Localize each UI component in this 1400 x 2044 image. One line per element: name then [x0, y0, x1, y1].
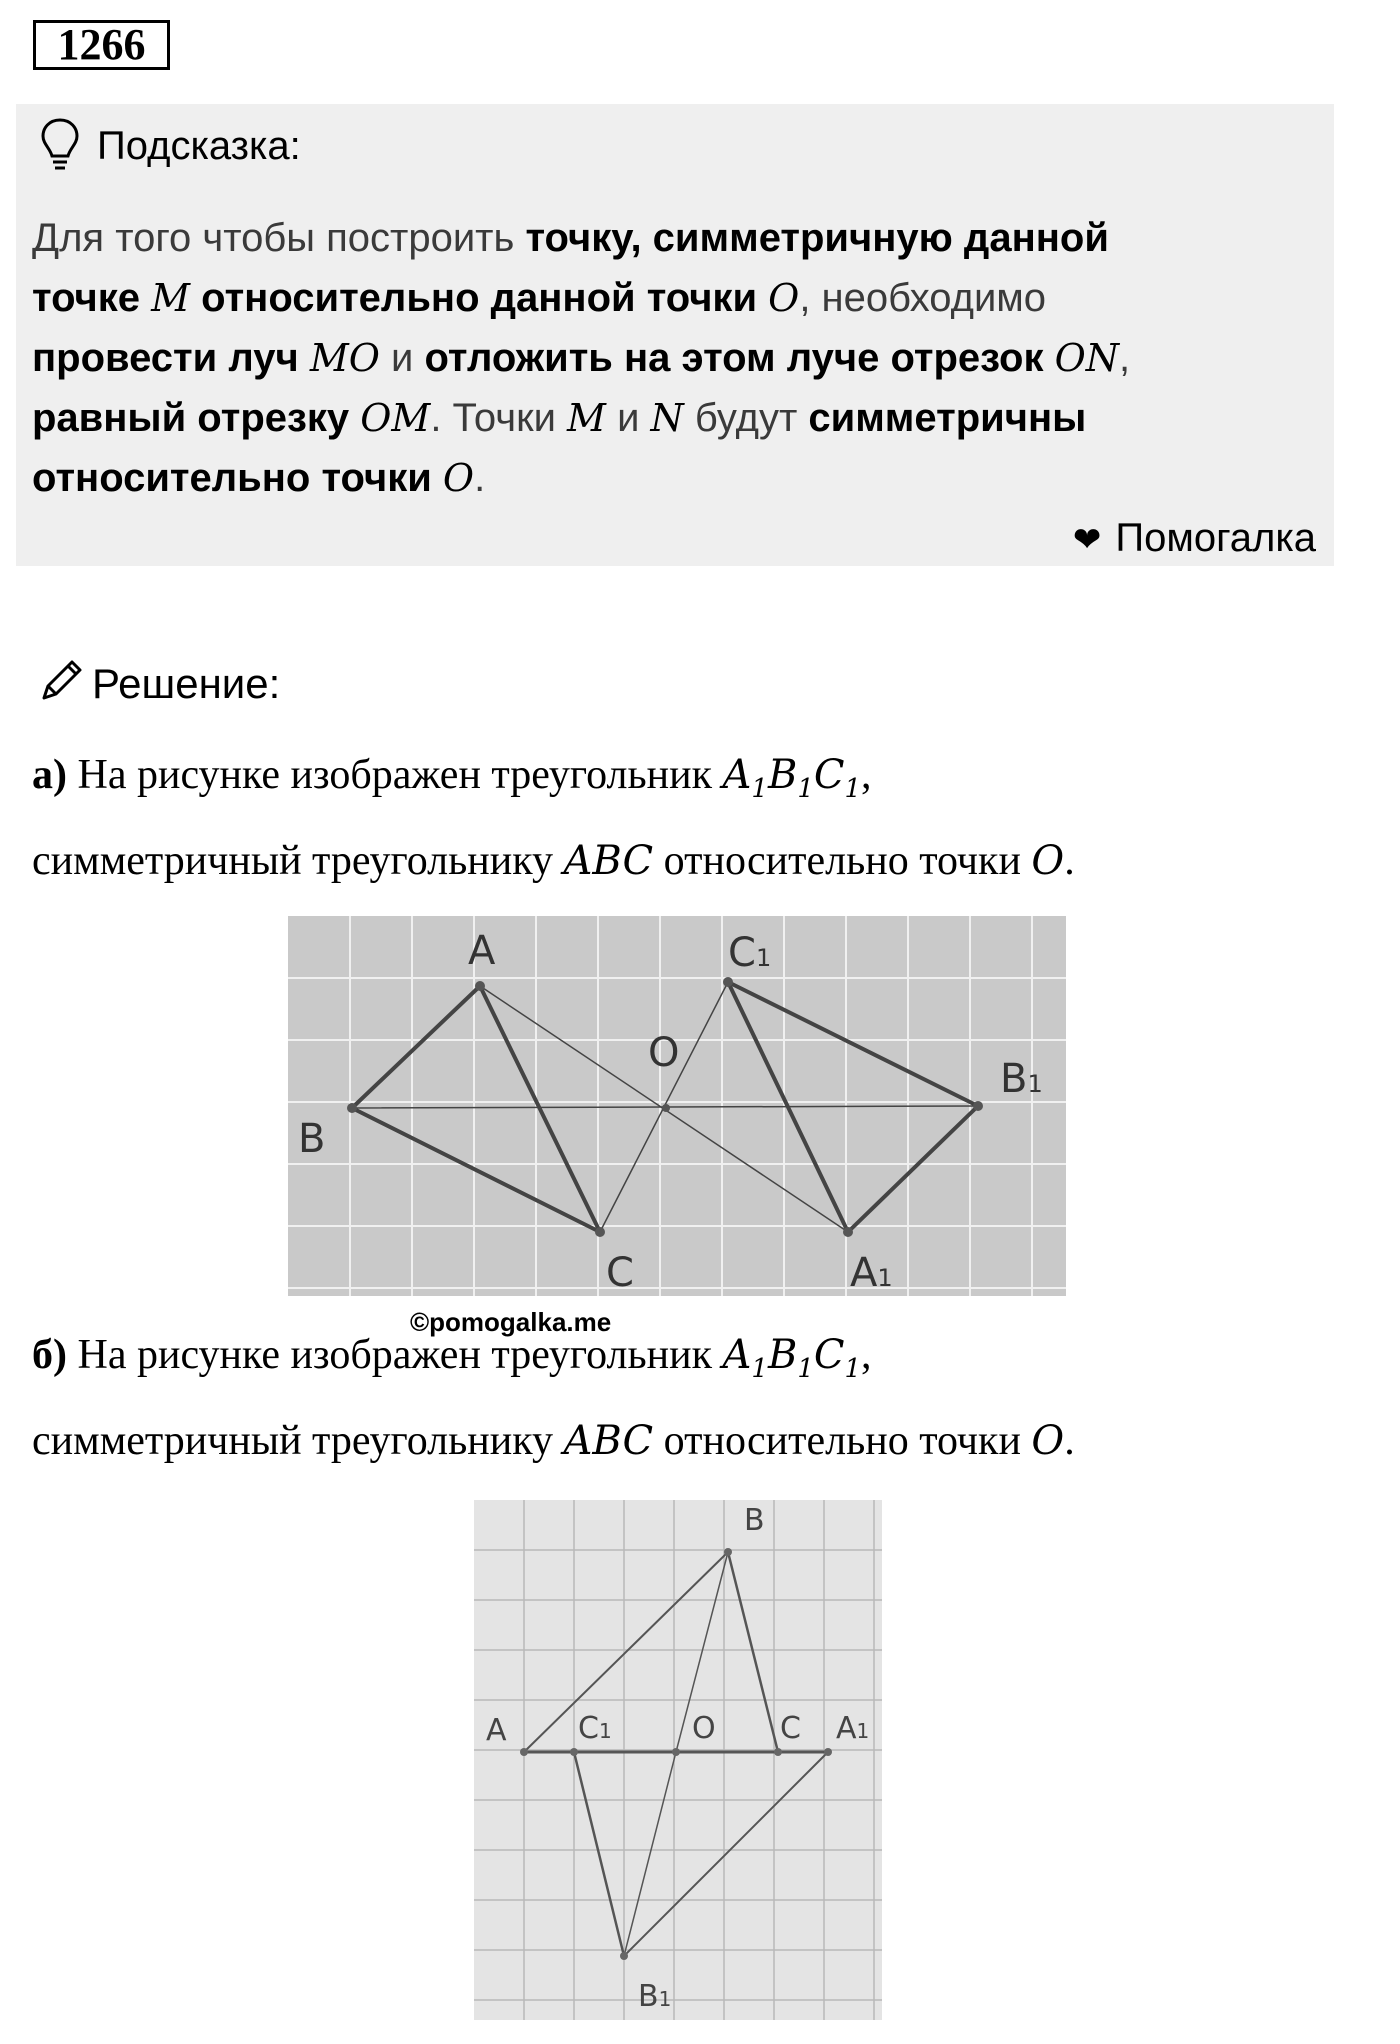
hint-title: Подсказка:	[97, 124, 301, 168]
pencil-icon	[36, 656, 86, 706]
triangle-a1b1c1: $A_1B_1C_1$	[722, 752, 862, 804]
part-b-line1: б) На рисунке изображен треугольник $A_1B_1C_1$,	[32, 1332, 872, 1384]
hint-run: симметричны	[808, 396, 1087, 440]
math-symbol: OM	[360, 396, 431, 440]
hint-text	[32, 208, 1322, 508]
math-symbol: M	[151, 276, 191, 320]
hint-run: равный отрезку	[32, 396, 361, 440]
credit	[1073, 510, 1316, 568]
hint-run: Для того чтобы построить	[32, 216, 526, 260]
hint-run: относительно точки	[32, 456, 443, 500]
triangle-a1b1c1-b: $A_1B_1C_1$	[722, 1332, 862, 1384]
part-b-line2: симметричный треугольнику ABC относительно точки O.	[32, 1418, 1075, 1464]
label-C1-b: C1	[578, 1711, 612, 1746]
part-a-line1: а) На рисунке изображен треугольник $A_1B_1C_1$,	[32, 752, 872, 804]
hint-line	[32, 448, 1322, 508]
label-C1: C1	[728, 930, 772, 976]
math-symbol: O	[442, 456, 475, 500]
label-A: A	[468, 928, 496, 974]
math-symbol: ON	[1054, 336, 1120, 380]
heart-icon: ❤	[1072, 521, 1102, 559]
part-a-label: а)	[32, 752, 67, 798]
figure-a	[288, 916, 1066, 1296]
hint-run: относительно данной точки	[190, 276, 769, 320]
label-O-b: O	[692, 1711, 716, 1746]
figure-b	[474, 1500, 882, 2020]
watermark: ©pomogalka.me	[410, 1307, 612, 1337]
hint-run: провести луч	[32, 336, 310, 380]
math-symbol: MO	[309, 336, 380, 380]
hint-line	[32, 388, 1322, 448]
hint-line	[32, 268, 1322, 328]
hint-run: и	[379, 336, 425, 380]
hint-line	[32, 328, 1322, 388]
part-a-line2: симметричный треугольнику ABC относительно точки O.	[32, 838, 1075, 884]
lightbulb-icon	[38, 114, 82, 174]
hint-run: отложить на этом луче отрезок	[424, 336, 1055, 380]
math-symbol: N	[650, 396, 684, 440]
hint-run: будут	[683, 396, 809, 440]
hint-run: точку, симметричную данной	[525, 216, 1109, 260]
hint-run: . Точки	[430, 396, 568, 440]
label-B1-b: B1	[638, 1979, 672, 2014]
label-B-b: B	[744, 1503, 765, 1538]
hint-run: .	[474, 456, 486, 500]
label-B: B	[298, 1116, 326, 1162]
hint-run: точке	[32, 276, 152, 320]
problem-number: 1266	[33, 20, 170, 70]
part-b-label: б)	[32, 1332, 67, 1378]
label-C-b: C	[780, 1711, 801, 1746]
hint-run: и	[605, 396, 651, 440]
label-A-b: A	[486, 1713, 507, 1748]
credit-label: Помогалка	[1115, 516, 1316, 560]
label-C: C	[606, 1250, 634, 1296]
label-B1: B1	[1000, 1056, 1043, 1102]
math-symbol: M	[567, 396, 606, 440]
hint-line	[32, 208, 1322, 268]
math-symbol: O	[768, 276, 800, 320]
label-A1: A1	[850, 1250, 893, 1296]
label-O: O	[648, 1030, 680, 1076]
solution-title: Решение:	[92, 660, 281, 707]
label-A1-b: A1	[836, 1711, 870, 1746]
hint-run: , необходимо	[799, 276, 1047, 320]
hint-run: ,	[1119, 336, 1131, 380]
